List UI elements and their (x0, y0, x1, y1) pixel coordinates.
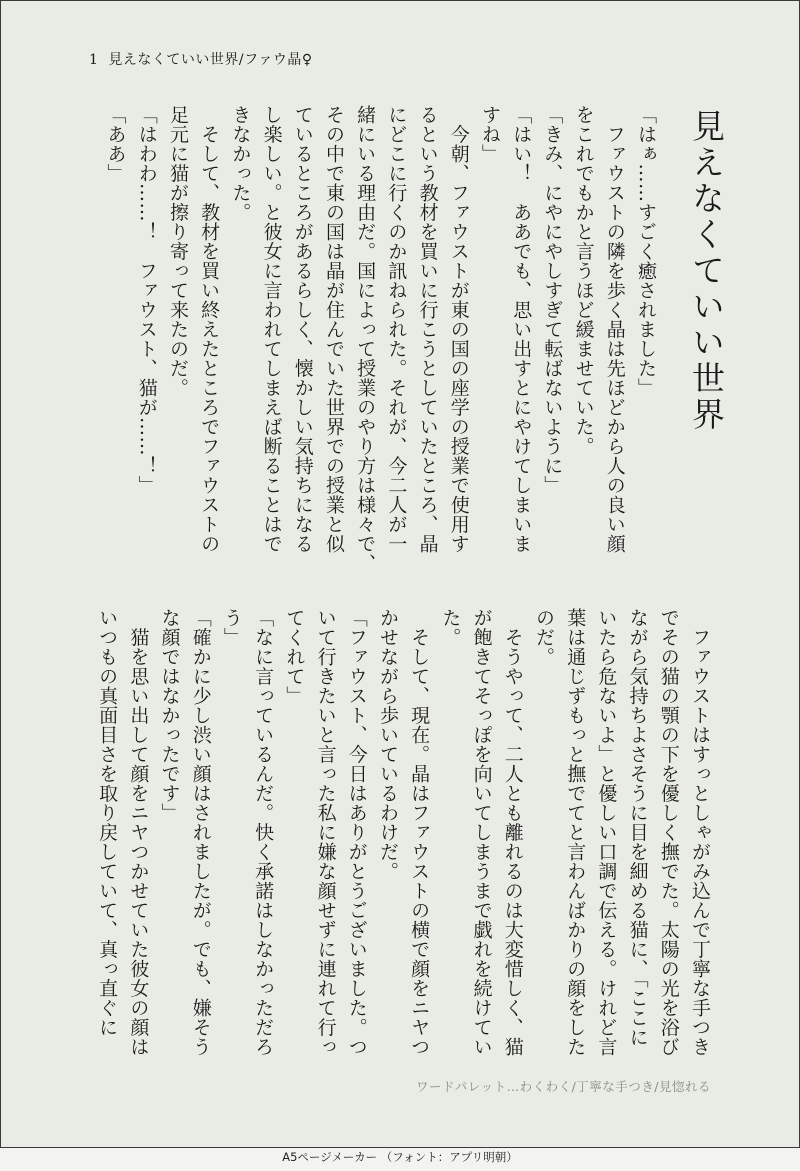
text-line: ているところがあるらしく、懐かしい気持ちになる (291, 105, 314, 554)
body-text-bottom (91, 608, 715, 1057)
text-line: いたら危ないよ」と優しい口調で伝える。けれど言 (595, 608, 618, 1057)
text-line: な顔ではなかったです」 (158, 608, 181, 823)
text-line: 「はい！ ああでも、思い出すとにやけてしまいま (510, 105, 533, 554)
body-text-top (99, 105, 661, 573)
text-line: すね」 (478, 105, 501, 164)
text-line: 「ああ」 (104, 105, 127, 183)
text-line: いて行きたいと言った私に嫌な顔せずに連れて行っ (314, 608, 337, 1057)
text-line: た。 (439, 608, 462, 647)
text-line: 「はわわ……！ ファウスト、猫が……！」 (135, 105, 158, 495)
text-line: ながら気持ちよさそうに目を細める猫に、「ここに (626, 608, 649, 1047)
chapter-title: 見えなくていい世界 (687, 109, 726, 433)
text-line: そして、教材を買い終えたところでファウストの (198, 105, 221, 554)
text-line: 「なに言っているんだ。快く承諾はしなかっただろ (252, 608, 275, 1057)
text-line: 今朝、ファウストが東の国の座学の授業で使用す (447, 105, 470, 554)
text-line: 足元に猫が擦り寄って来たのだ。 (166, 105, 189, 398)
text-line: そして、現在。晶はファウストの横で顔をニヤつ (408, 608, 431, 1057)
text-line: 「確かに少し渋い顔はされましたが。でも、嫌そう (189, 608, 212, 1057)
text-line: そうやって、二人とも離れるのは大変惜しく、猫 (501, 608, 524, 1057)
text-line: ファウストはすっとしゃがみ込んで丁寧な手つき (689, 608, 711, 1057)
text-line: し楽しい。と彼女に言われてしまえば断ることはで (260, 105, 283, 554)
text-line: るという教材を買いに行こうとしていたところ、晶 (416, 105, 439, 554)
text-line: 「ファウスト、今日はありがとうございました。つ (345, 608, 368, 1057)
word-palette-note: ワードパレット…わくわく/丁寧な手つき/見惚れる (415, 1079, 711, 1094)
text-line: が飽きてそっぽを向いてしまうまで戯れを続けてい (470, 608, 493, 1057)
text-line: ファウストの隣を歩く晶は先ほどから人の良い顔 (603, 105, 626, 554)
text-line: にどこに行くのか訊ねられた。それが、今二人が一 (385, 105, 408, 554)
text-line: 「はぁ……すごく癒されました」 (635, 105, 657, 398)
text-line: いつもの真面目さを取り戻していて、真っ直ぐに (96, 608, 119, 1037)
text-line: をこれでもかと言うほど緩ませていた。 (572, 105, 595, 456)
running-title: 見えなくていい世界/ファウ晶♀ (108, 52, 313, 68)
text-line: てくれて」 (283, 608, 306, 706)
text-line: でその猫の顎の下を優しく撫でた。太陽の光を浴び (657, 608, 680, 1057)
app-credit: A5ページメーカー （フォント：アプリ明朝） (282, 1150, 518, 1164)
text-line: かせながら歩いているわけだ。 (376, 608, 399, 881)
text-line: 「きみ、にやにやしすぎて転ばないように」 (541, 105, 564, 495)
text-line: きなかった。 (229, 105, 252, 222)
text-line: 猫を思い出して顔をニヤつかせていた彼女の顔は (127, 608, 150, 1057)
text-line: 葉は通じずもっと撫でてと言わんばかりの顔をした (564, 608, 587, 1057)
text-line: その中で東の国は晶が住んでいた世界での授業と似 (322, 105, 345, 554)
page-number: 1 (89, 52, 99, 68)
text-line: のだ。 (532, 608, 555, 667)
running-header (89, 49, 313, 69)
text-line: 緒にいる理由だ。国によって授業のやり方は様々で、 (354, 105, 377, 573)
text-line: う」 (220, 608, 243, 647)
